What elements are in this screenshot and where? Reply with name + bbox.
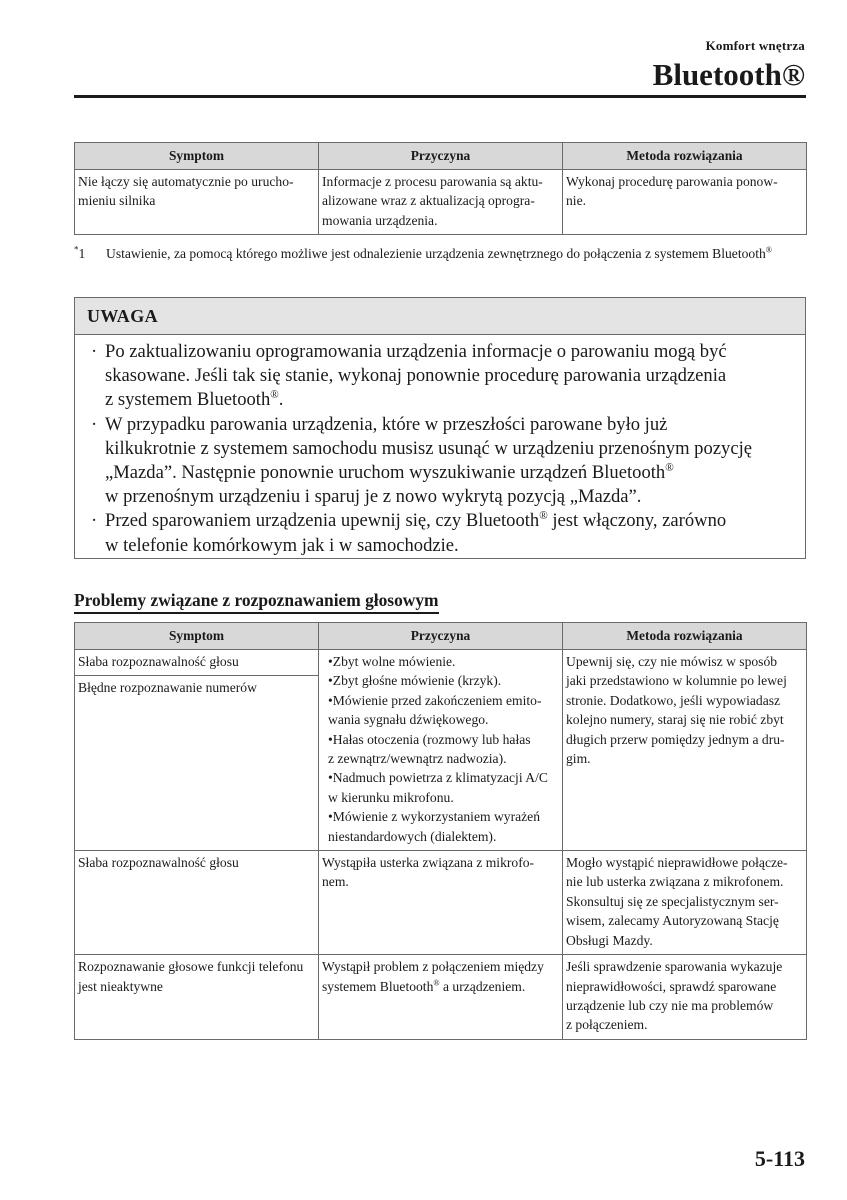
pairing-troubleshooting-table (74, 142, 807, 235)
solution-cell: Upewnij się, czy nie mówisz w sposób jaki przedstawiono w kolumnie po lewej stronie. Dodatkowo, jeśli wypowiadasz kolejno numery, staraj się nie robić zbyt długich przerw pomiędzy jednym a dru- gim. (563, 650, 807, 851)
section-heading: Problemy związane z rozpoznawaniem głosowym (74, 589, 439, 614)
symptom-cell: Nie łączy się automatycznie po urucho- mieniu silnika (75, 170, 319, 235)
cause-cell: Wystąpiła usterka związana z mikrofo- nem. (319, 851, 563, 955)
table-row (75, 851, 807, 955)
table-row (75, 955, 807, 1040)
table-header-row (75, 143, 807, 170)
solution-cell: Wykonaj procedurę parowania ponow- nie. (563, 170, 807, 235)
header-rule (74, 95, 806, 98)
cause-cell: •Zbyt wolne mówienie. •Zbyt głośne mówienie (krzyk). •Mówienie przed zakończeniem emito- wania sygnału dźwiękowego. •Hałas otoczenia (rozmowy lub hałas z zewnątrz/wewnątrz nadwozia). •Nadmuch powietrza z klimatyzacji A/C w kierunku mikrofonu. •Mówienie z wykorzystaniem wyrażeń niestandardowych (dialektem). (319, 650, 563, 851)
note-item: · Przed sparowaniem urządzenia upewnij się, czy Bluetooth® jest włączony, zarówno w telefonie komórkowym jak i w samochodzie. (91, 510, 727, 556)
column-header-symptom: Symptom (75, 143, 319, 170)
column-header-solution: Metoda rozwiązania (563, 623, 807, 650)
section-name: Komfort wnętrza (705, 38, 805, 53)
note-body (75, 335, 805, 558)
footnote-marker: *1 (74, 244, 86, 261)
solution-cell: Mogło wystąpić nieprawidłowe połącze- nie lub usterka związana z mikrofonem. Skonsultuj się ze specjalistycznym ser- wisem, zalecamy Autoryzowaną Stację Obsługi Mazdy. (563, 851, 807, 955)
column-header-cause: Przyczyna (319, 143, 563, 170)
column-header-symptom: Symptom (75, 623, 319, 650)
table-row (75, 170, 807, 235)
chapter-title: Bluetooth® (652, 57, 805, 92)
footnote-text: Ustawienie, za pomocą którego możliwe jest odnalezienie urządzenia zewnętrznego do połączenia z systemem Bluetooth® (106, 245, 772, 261)
note-item: · W przypadku parowania urządzenia, które w przeszłości parowane było już kilkukrotnie z systemem samochodu musisz usunąć w urządzeniu przenośnym pozycję „Mazda”. Następnie ponownie uruchom wyszukiwanie urządzeń Bluetooth® w przenośnym urządzeniu i sparuj je z nowo wykrytą pozycją „Mazda”. (91, 413, 752, 508)
note-heading: UWAGA (75, 298, 805, 335)
symptom-cell: Słaba rozpoznawalność głosu (75, 650, 319, 676)
table-header-row (75, 623, 807, 650)
cause-cell: Wystąpił problem z połączeniem między systemem Bluetooth® a urządzeniem. (319, 955, 563, 1040)
voice-recognition-troubleshooting-table (74, 622, 807, 1040)
symptom-cell: Rozpoznawanie głosowe funkcji telefonu jest nieaktywne (75, 955, 319, 1040)
symptom-cell: Błędne rozpoznawanie numerów (75, 676, 319, 851)
bullet-icon: · (91, 341, 98, 362)
bullet-icon: · (91, 413, 98, 435)
column-header-solution: Metoda rozwiązania (563, 143, 807, 170)
note-box (74, 297, 806, 559)
cause-cell: Informacje z procesu parowania są aktu- alizowane wraz z aktualizacją oprogra- mowania urządzenia. (319, 170, 563, 235)
table-row (75, 650, 807, 676)
footnote (74, 244, 806, 264)
note-item: · Po zaktualizowaniu oprogramowania urządzenia informacje o parowaniu mogą być skasowane. Jeśli tak się stanie, wykonaj ponownie procedurę parowania urządzenia z systemem Bluetooth®. (91, 341, 727, 411)
solution-cell: Jeśli sprawdzenie sparowania wykazuje nieprawidłowości, sprawdź sparowane urządzenie lub czy nie ma problemów z połączeniem. (563, 955, 807, 1040)
bullet-icon: · (91, 510, 98, 532)
page-number: 5-113 (754, 1146, 805, 1171)
column-header-cause: Przyczyna (319, 623, 563, 650)
page-header (653, 38, 805, 92)
symptom-cell: Słaba rozpoznawalność głosu (75, 851, 319, 955)
